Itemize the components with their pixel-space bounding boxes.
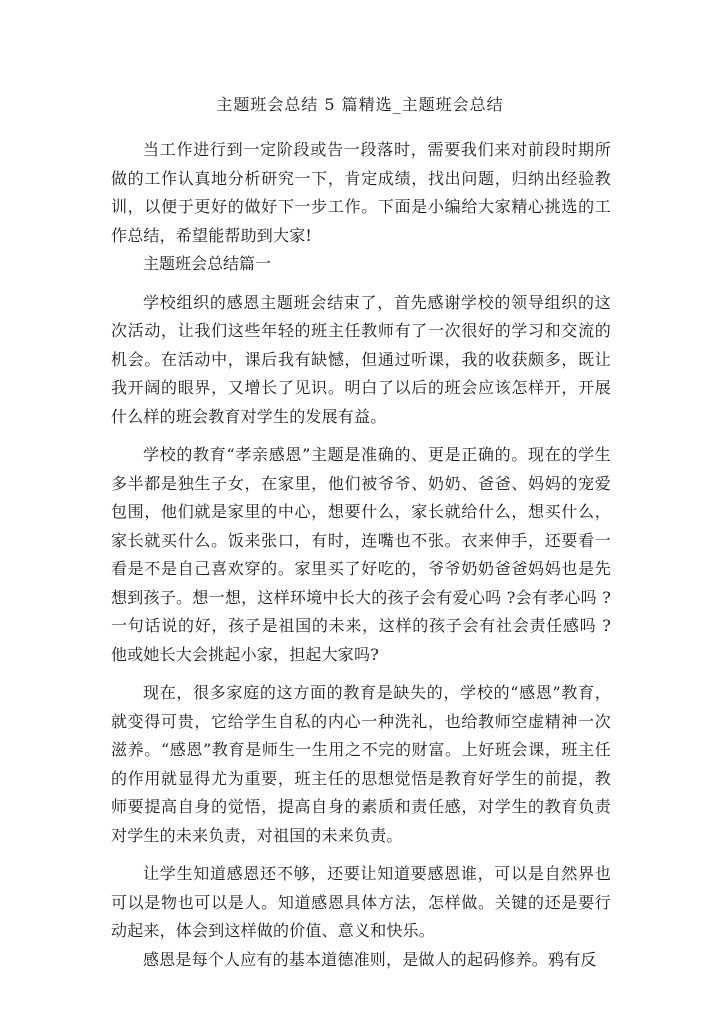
section-heading: 主题班会总结篇一 (143, 254, 272, 273)
body-paragraph: 学校的教育“孝亲感恩”主题是准确的、更是正确的。现在的学生多半都是独生子女，在家里，他们被爷爷、奶奶、爸爸、妈妈的宠爱包围，他们就是家里的中心，想要什么，家长就给什么，想买什么，家长就买什么。饭来张口，有时，连嘴也不张。衣来伸手，还要看一看是不是自己喜欢穿的。家里买了好吃的，爷爷奶奶爸爸妈妈也是先想到孩子。想一想，这样环境中长大的孩子会有爱心吗 ?会有孝心吗 ? 一句话说的好，孩子是祖国的未来，这样的孩子会有社会责任感吗 ?他或她长大会挑起小家，担起大家吗? (111, 445, 611, 664)
body-paragraph: 学校组织的感恩主题班会结束了，首先感谢学校的领导组织的这次活动，让我们这些年轻的班主任教师有了一次很好的学习和交流的机会。在活动中，课后我有缺憾，但通过听课，我的收获颇多，既让我开阔的眼界，又增长了见识。明白了以后的班会应该怎样开，开展什么样的班会教育对学生的发展有益。 (111, 292, 611, 426)
document-body (111, 136, 611, 974)
document-title: 主题班会总结 5 篇精选_主题班会总结 (216, 95, 504, 114)
body-paragraph: 现在，很多家庭的这方面的教育是缺失的，学校的“感恩”教育，就变得可贵，它给学生自私的内心一种洗礼，也给教师空虚精神一次滋养。“感恩”教育是师生一生用之不完的财富。上好班会课，班主任的作用就显得尤为重要，班主任的思想觉悟是教育好学生的前提，教师要提高自身的觉悟，提高自身的素质和责任感，对学生的教育负责对学生的未来负责，对祖国的未来负责。 (111, 683, 611, 845)
body-paragraph: 感恩是每个人应有的基本道德准则，是做人的起码修养。鸦有反 (143, 949, 597, 969)
body-paragraph: 让学生知道感恩还不够，还要让知道要感恩谁，可以是自然界也可以是物也可以是人。知道感恩具体方法，怎样做。关键的还是要行动起来，体会到这样做的价值、意义和快乐。 (111, 864, 611, 940)
intro-paragraph: 当工作进行到一定阶段或告一段落时，需要我们来对前段时期所做的工作认真地分析研究一下，肯定成绩，找出问题，归纳出经验教训，以便于更好的做好下一步工作。下面是小编给大家精心挑选的工作总结，希望能帮助到大家! (111, 140, 611, 245)
